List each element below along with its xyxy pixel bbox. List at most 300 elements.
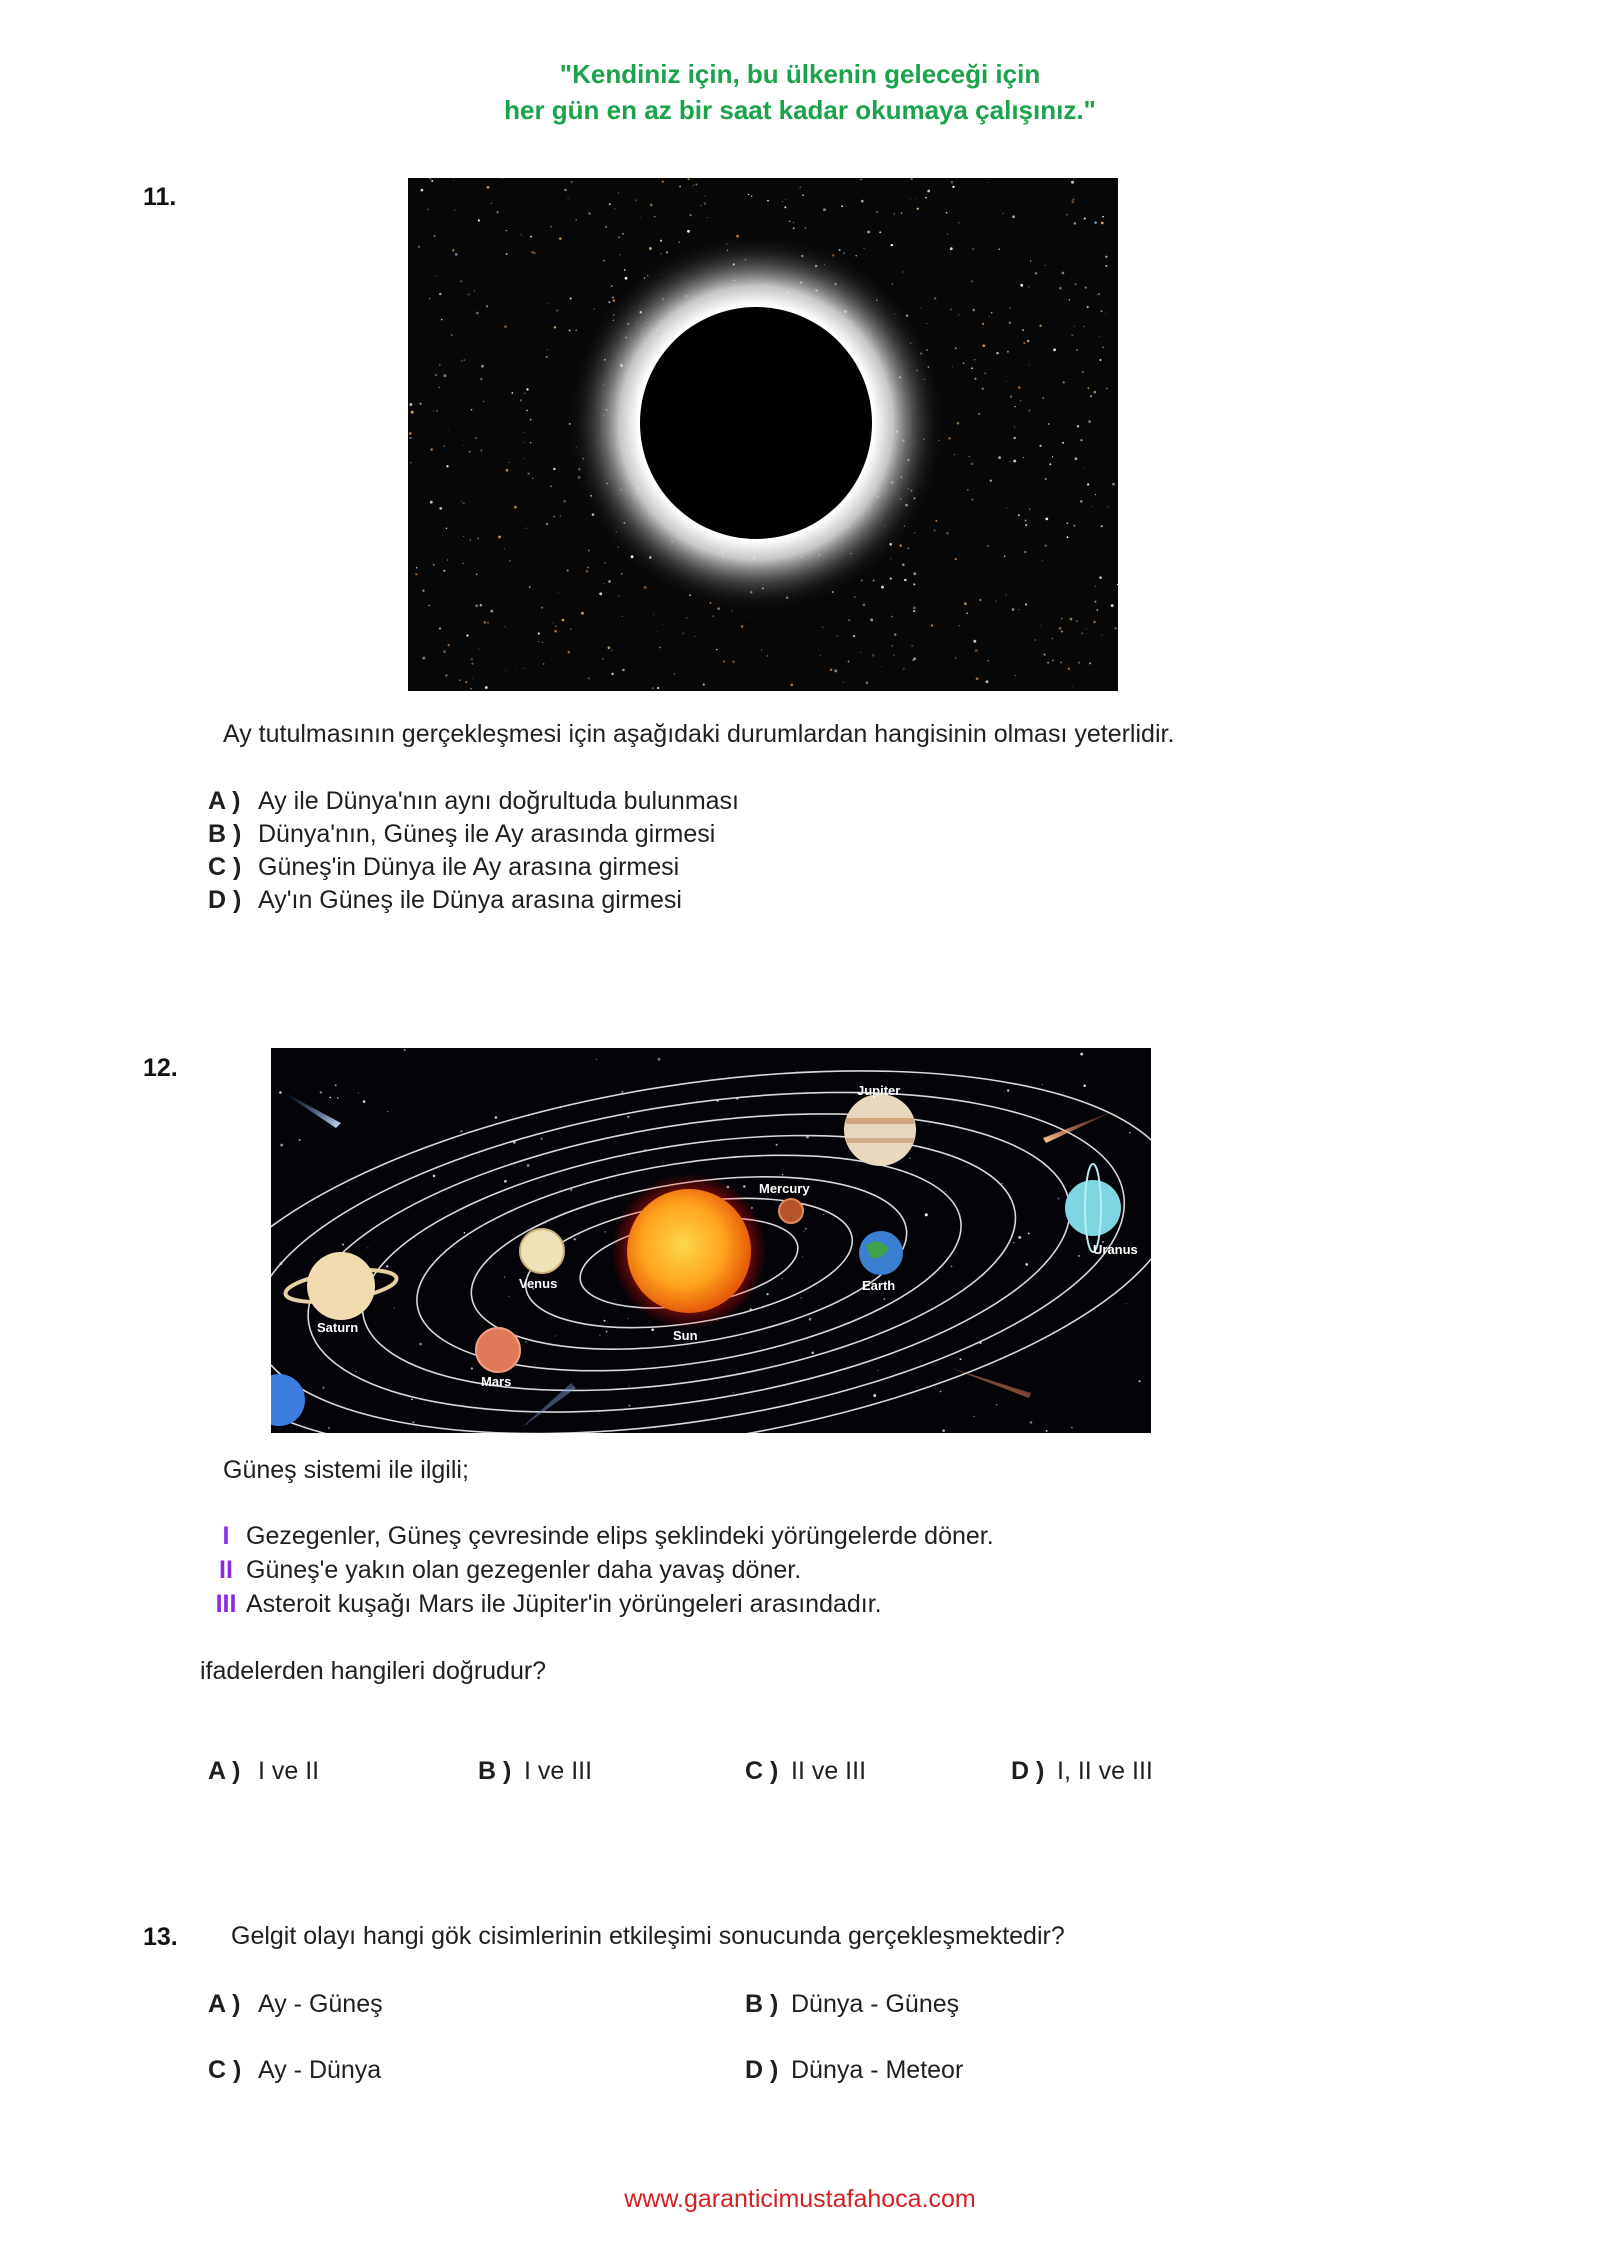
star	[863, 247, 865, 249]
star	[785, 199, 786, 200]
star	[1025, 1263, 1028, 1266]
star	[470, 688, 471, 689]
option-text: II ve III	[791, 1757, 867, 1785]
star	[971, 367, 973, 369]
star	[894, 633, 897, 636]
q13-option-c[interactable]	[208, 2056, 381, 2085]
star	[1076, 349, 1078, 351]
star	[530, 236, 532, 238]
star	[553, 623, 554, 624]
star	[1099, 576, 1102, 579]
star	[410, 437, 412, 439]
option-label: D )	[745, 2056, 779, 2084]
star	[881, 666, 882, 667]
star	[926, 323, 927, 324]
star	[877, 211, 878, 212]
footer-website-link[interactable]: www.garanticimustafahoca.com	[624, 2185, 976, 2213]
star	[854, 596, 855, 597]
star	[766, 1293, 768, 1295]
star	[435, 374, 438, 377]
star	[575, 219, 576, 220]
star	[892, 283, 894, 285]
star	[1058, 1198, 1060, 1200]
star	[606, 1331, 608, 1333]
star	[1012, 608, 1015, 611]
star	[469, 451, 471, 453]
star	[635, 199, 636, 200]
option-label: C )	[745, 1757, 779, 1785]
star	[955, 347, 957, 349]
star	[430, 501, 433, 504]
star	[958, 314, 959, 315]
star	[996, 352, 998, 354]
star	[933, 529, 935, 531]
star	[1078, 661, 1081, 664]
star	[945, 1191, 946, 1192]
solar-eclipse-image	[408, 178, 1118, 691]
star	[443, 570, 445, 572]
star	[1101, 222, 1104, 225]
star	[524, 393, 525, 394]
star	[611, 649, 612, 650]
star	[1086, 628, 1087, 629]
star	[1095, 494, 1096, 495]
q12-option-d[interactable]	[1011, 1757, 1153, 1786]
star	[1061, 631, 1063, 633]
star	[504, 1180, 507, 1183]
roman-numeral: III	[215, 1590, 237, 1618]
star	[902, 271, 904, 273]
star	[969, 456, 970, 457]
statement-text: Gezegenler, Güneş çevresinde elips şeklindeki yörüngelerde döner.	[246, 1522, 994, 1550]
star	[1114, 627, 1117, 630]
star	[695, 636, 696, 637]
star	[560, 515, 561, 516]
star	[527, 1424, 528, 1425]
star	[555, 625, 557, 627]
star	[504, 325, 507, 328]
star	[532, 478, 533, 479]
q13-option-d[interactable]	[745, 2056, 963, 2085]
option-text: Güneş'in Dünya ile Ay arasına girmesi	[258, 853, 680, 881]
star	[530, 419, 532, 421]
star	[843, 252, 844, 253]
star	[703, 684, 705, 686]
star	[974, 359, 975, 360]
star	[575, 329, 577, 331]
star	[793, 227, 795, 229]
star	[860, 652, 861, 653]
star	[443, 650, 446, 653]
star	[468, 293, 470, 295]
star	[506, 230, 508, 232]
option-text: Dünya'nın, Güneş ile Ay arasında girmesi	[258, 820, 716, 848]
star	[614, 208, 616, 210]
q11-option-b[interactable]	[208, 820, 715, 849]
star	[1052, 456, 1053, 457]
q12-option-b[interactable]	[478, 1757, 592, 1786]
star	[1087, 306, 1089, 308]
star	[971, 462, 974, 465]
star	[716, 649, 717, 650]
star	[1018, 1236, 1021, 1239]
star	[946, 212, 948, 214]
q13-option-a[interactable]	[208, 1990, 383, 2019]
star	[1106, 313, 1107, 314]
star	[1089, 662, 1091, 664]
star	[446, 528, 447, 529]
star	[559, 237, 561, 239]
label-saturn: Saturn	[317, 1320, 359, 1335]
star	[695, 183, 697, 185]
statement-2	[206, 1556, 801, 1585]
star	[523, 668, 524, 669]
star	[554, 326, 556, 328]
star	[985, 373, 986, 374]
star	[422, 657, 425, 660]
star	[355, 1371, 356, 1372]
star	[704, 202, 706, 204]
q11-option-a[interactable]	[208, 787, 739, 816]
star	[914, 532, 915, 533]
star	[1024, 551, 1026, 553]
star	[342, 1244, 344, 1246]
star	[460, 1130, 463, 1133]
star	[504, 1277, 505, 1278]
star	[455, 253, 458, 256]
star	[621, 573, 623, 575]
star	[976, 677, 979, 680]
star	[1085, 286, 1087, 288]
star	[447, 559, 448, 560]
star	[471, 663, 473, 665]
star	[1063, 381, 1065, 383]
star	[1013, 1242, 1014, 1243]
star	[805, 227, 807, 229]
star	[955, 558, 957, 560]
star	[688, 178, 690, 180]
star	[957, 422, 960, 425]
star	[1014, 437, 1016, 439]
star	[978, 413, 980, 415]
star	[586, 570, 589, 573]
star	[409, 432, 412, 435]
q12-option-c[interactable]	[745, 1757, 866, 1786]
star	[335, 1084, 337, 1086]
star	[476, 312, 479, 315]
star	[462, 563, 464, 565]
star	[506, 253, 508, 255]
star	[498, 535, 501, 538]
star	[608, 646, 611, 649]
star	[644, 586, 647, 589]
star	[653, 614, 654, 615]
q11-option-c[interactable]	[208, 853, 679, 882]
star	[476, 574, 477, 575]
star	[328, 1427, 330, 1429]
star	[700, 205, 701, 206]
star	[1053, 348, 1056, 351]
star	[913, 572, 916, 575]
star	[942, 1429, 945, 1432]
star	[505, 670, 506, 671]
star	[913, 610, 915, 612]
star	[749, 617, 750, 618]
option-text: Ay - Güneş	[258, 1990, 383, 2018]
q13-option-b[interactable]	[745, 1990, 959, 2019]
star	[596, 1059, 597, 1060]
star	[1094, 601, 1096, 603]
star	[975, 649, 978, 652]
star	[459, 679, 460, 680]
star	[430, 448, 433, 451]
q11-option-d[interactable]	[208, 886, 682, 915]
star	[1077, 425, 1079, 427]
star	[784, 206, 786, 208]
star	[438, 387, 439, 388]
star	[689, 214, 691, 216]
star	[594, 308, 595, 309]
option-label: B )	[478, 1757, 512, 1785]
star	[687, 230, 690, 233]
motto-line-2: her gün en az bir saat kadar okumaya çalışınız."	[504, 95, 1096, 125]
star	[1027, 340, 1030, 343]
star	[478, 649, 479, 650]
star	[1069, 299, 1071, 301]
star	[1083, 1084, 1086, 1087]
star	[1096, 294, 1097, 295]
star	[982, 388, 984, 390]
roman-numeral: I	[222, 1522, 230, 1550]
star	[1071, 1427, 1073, 1429]
star	[524, 432, 525, 433]
star	[411, 1399, 413, 1401]
star	[989, 316, 990, 317]
option-label: D )	[1011, 1757, 1045, 1785]
star	[1009, 322, 1011, 324]
star	[1029, 508, 1031, 510]
star	[441, 319, 443, 321]
star	[526, 410, 528, 412]
star	[998, 456, 1001, 459]
star	[508, 462, 509, 463]
star	[461, 501, 462, 502]
star	[991, 312, 992, 313]
star	[782, 201, 783, 202]
star	[460, 280, 462, 282]
star	[1045, 518, 1048, 521]
star	[568, 651, 570, 653]
star	[1070, 618, 1073, 621]
star	[1095, 586, 1097, 588]
star	[588, 550, 590, 552]
question-13-number: 13.	[143, 1923, 178, 1951]
star	[767, 200, 769, 202]
star	[538, 632, 540, 634]
star	[913, 659, 914, 660]
star	[504, 626, 505, 627]
star	[894, 213, 895, 214]
star	[433, 410, 434, 411]
star	[914, 658, 916, 660]
star	[1018, 514, 1020, 516]
option-text: Dünya - Meteor	[791, 2056, 964, 2084]
star	[485, 686, 488, 689]
star	[625, 277, 628, 280]
star	[1087, 387, 1089, 389]
star	[439, 293, 441, 295]
star	[996, 1404, 998, 1406]
star	[582, 184, 583, 185]
star	[809, 1318, 812, 1321]
star	[1020, 284, 1023, 287]
star	[903, 668, 904, 669]
star	[463, 359, 465, 361]
star	[935, 520, 937, 522]
star	[848, 661, 850, 663]
star	[1059, 627, 1062, 630]
star	[465, 681, 467, 683]
star	[1073, 525, 1075, 527]
star	[1045, 265, 1046, 266]
star	[1111, 604, 1114, 607]
star	[420, 189, 423, 192]
star	[1048, 423, 1050, 425]
star	[1070, 1185, 1071, 1186]
star	[446, 465, 448, 467]
star	[471, 409, 473, 411]
star	[801, 1297, 802, 1298]
star	[1019, 609, 1020, 610]
star	[471, 1367, 473, 1369]
star	[1045, 478, 1047, 480]
star	[604, 562, 606, 564]
star	[902, 563, 905, 566]
star	[799, 187, 800, 188]
star	[1112, 483, 1115, 486]
star	[570, 297, 572, 299]
star	[978, 342, 979, 343]
star	[550, 486, 551, 487]
label-jupiter: Jupiter	[857, 1083, 901, 1098]
star	[386, 1265, 388, 1267]
star	[1102, 346, 1104, 348]
star	[1067, 536, 1069, 538]
star	[463, 503, 465, 505]
star	[480, 378, 482, 380]
star	[751, 195, 753, 197]
star	[563, 500, 566, 503]
star	[1066, 214, 1068, 216]
star	[1102, 216, 1104, 218]
star	[972, 309, 975, 312]
star	[748, 194, 749, 195]
star	[767, 655, 768, 656]
star	[480, 604, 482, 606]
star	[1071, 334, 1073, 336]
star	[418, 246, 420, 248]
star	[475, 604, 478, 607]
star	[1074, 326, 1075, 327]
star	[866, 682, 868, 684]
question-12-text: ifadelerden hangileri doğrudur?	[200, 1657, 547, 1685]
star	[1080, 439, 1082, 441]
star	[1020, 400, 1021, 401]
star	[823, 1214, 824, 1215]
star	[1013, 460, 1016, 463]
star	[461, 360, 462, 361]
star	[605, 226, 607, 228]
star	[448, 430, 449, 431]
star	[782, 1278, 783, 1279]
star	[1029, 1421, 1032, 1424]
star	[964, 602, 967, 605]
star	[651, 1328, 654, 1331]
star	[982, 344, 985, 347]
star	[602, 658, 603, 659]
label-mercury: Mercury	[759, 1181, 810, 1196]
star	[951, 1266, 953, 1268]
question-11-number: 11.	[143, 183, 177, 211]
star	[913, 606, 916, 609]
star	[802, 194, 804, 196]
star	[1075, 457, 1078, 460]
star	[972, 248, 974, 250]
star	[570, 628, 571, 629]
star	[1022, 329, 1024, 331]
star	[990, 479, 992, 481]
star	[622, 233, 624, 235]
star	[986, 680, 989, 683]
star	[1046, 1430, 1048, 1432]
star	[1042, 560, 1043, 561]
star	[1083, 467, 1084, 468]
star	[530, 442, 531, 443]
star	[1009, 308, 1010, 309]
star	[495, 1116, 498, 1119]
star	[618, 192, 619, 193]
star	[1082, 371, 1084, 373]
star	[546, 356, 548, 358]
star	[830, 669, 833, 672]
option-label: A )	[208, 787, 241, 815]
star	[587, 567, 589, 569]
star	[1040, 625, 1041, 626]
star	[1052, 638, 1053, 639]
star	[1067, 522, 1069, 524]
star	[624, 269, 626, 271]
star	[439, 364, 440, 365]
star	[470, 539, 471, 540]
star	[628, 1318, 629, 1319]
q12-option-a[interactable]	[208, 1757, 319, 1786]
star	[1068, 668, 1070, 670]
option-text: Ay'ın Güneş ile Dünya arasına girmesi	[258, 886, 682, 914]
question-11-text: Ay tutulmasının gerçekleşmesi için aşağıdaki durumlardan hangisinin olması yeterlidir.	[223, 720, 1175, 748]
star	[967, 489, 969, 491]
star	[893, 655, 895, 657]
star	[1012, 215, 1015, 218]
star	[320, 1091, 322, 1093]
star	[566, 569, 568, 571]
star	[1084, 218, 1086, 220]
star	[723, 660, 725, 662]
star	[855, 255, 857, 257]
star	[496, 211, 498, 213]
star	[422, 590, 424, 592]
star	[891, 244, 893, 246]
star	[1126, 1303, 1127, 1304]
